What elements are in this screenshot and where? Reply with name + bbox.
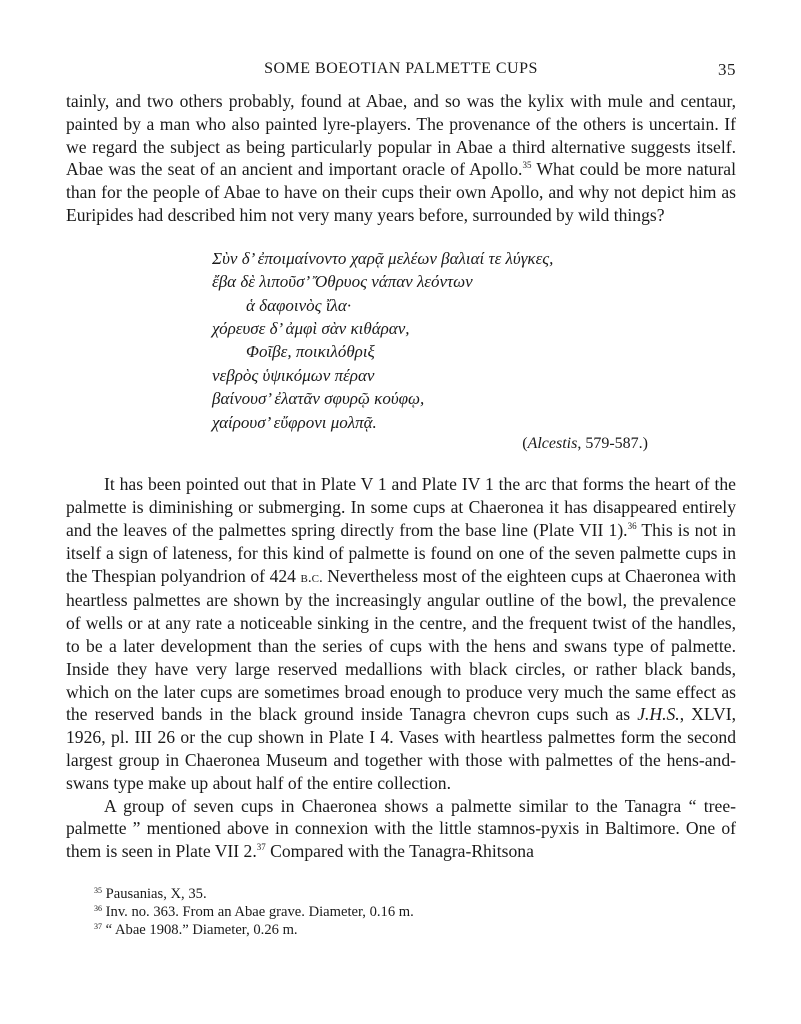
footnote-ref-37: 37 bbox=[256, 842, 266, 853]
era-abbreviation: b.c. bbox=[300, 569, 323, 586]
verse-line: νεβρὸς ὑψικόμων πέραν bbox=[212, 365, 375, 385]
citation-lines: , 579-587. bbox=[577, 435, 643, 453]
footnote bbox=[94, 885, 736, 903]
footnote-text: Inv. no. 363. From an Abae grave. Diameter, 0.16 m. bbox=[105, 904, 414, 921]
verse-line: βαίνουσ’ ἐλατᾶν σφυρῷ κούφῳ, bbox=[212, 389, 425, 409]
paragraph-abae-apollo bbox=[66, 90, 736, 227]
footnote-ref-35: 35 bbox=[522, 160, 532, 171]
footnote bbox=[94, 903, 736, 921]
verse-line: χόρευσε δ’ ἀμφὶ σὰν κιθάραν, bbox=[212, 319, 410, 338]
paragraph-text: , XLVI, 1926, pl. III 26 or the cup shown in Plate I 4. Vases with heartless palmettes form the second largest group in Chaeronea Museum and together with those with palmettes of the hens-and-swans type make up about half of the entire collection. bbox=[66, 704, 736, 793]
footnote-number: 37 bbox=[94, 922, 102, 932]
paragraph-text: Compared with the Tanagra-Rhitsona bbox=[265, 841, 534, 862]
paragraph-text: tainly, and two others probably, found at Abae, and so was the kylix with mule and centaur, painted by a man who also painted lyre-players. The provenance of the others is uncertain. If we regard the subject as being particularly popular in Abae a third alternative suggests itself. Abae was the seat of an ancient and important oracle of Apollo. bbox=[66, 91, 736, 180]
verse-line: χαίρουσ’ εὔφρονι μολπᾷ. bbox=[212, 412, 377, 432]
verse-quotation bbox=[212, 247, 648, 456]
page-number: 35 bbox=[718, 60, 736, 79]
footnote bbox=[94, 921, 736, 939]
paragraph-text: Nevertheless most of the eighteen cups at Chaeronea with heartless palmettes are shown by the increasingly angular outline of the bowl, the prevalence of wells or at any rate a noticeable sinking in the centre, and the frequent twist of the handles, to be a later development than the series of cups with the hens and swans type of palmette. Inside they have very large reserved medallions with black circles, or rather black bands, which on the later cups are sometimes broad enough to produce very much the same effect as the reserved bands in the black ground inside Tanagra chevron cups such as bbox=[66, 565, 737, 725]
journal-abbreviation: J.H.S. bbox=[637, 704, 680, 725]
verse-line: Φοῖβε, ποικιλόθριξ bbox=[246, 342, 375, 362]
citation-work: Alcestis bbox=[527, 435, 578, 453]
verse-line: ἔβα δὲ λιποῦσ’ Ὄθρυος νάπαν λεόντων bbox=[212, 272, 473, 292]
paragraph-heartless-palmettes bbox=[66, 473, 736, 794]
verse-line: Σὺν δ’ ἐποιμαίνοντο χαρᾷ μελέων βαλιαί τε λύγκες, bbox=[212, 248, 554, 268]
running-head bbox=[66, 56, 736, 86]
paragraph-text: This is not in itself a sign of lateness, for this kind of palmette is found on one of the seven palmette cups in the Thespian polyandrion of 424 bbox=[66, 520, 736, 586]
paragraph-tree-palmette bbox=[66, 795, 736, 863]
paragraph-text: What could be more natural than for the people of Abae to have on their cups their own Apollo, and why not depict him as Euripides had described him not very many years before, surrounded by wild things? bbox=[66, 159, 736, 225]
footnote-text: “ Abae 1908.” Diameter, 0.26 m. bbox=[105, 922, 298, 939]
footnote-number: 35 bbox=[94, 885, 102, 895]
footnote-ref-36: 36 bbox=[627, 521, 637, 532]
paragraph-text: It has been pointed out that in Plate V 1 and Plate IV 1 the arc that forms the heart of the palmette is diminishing or submerging. In some cups at Chaeronea it has disappeared entirely and the leaves of the palmettes spring directly from the base line (Plate VII 1). bbox=[66, 474, 736, 541]
footnote-text: Pausanias, X, 35. bbox=[105, 885, 207, 902]
footnote-number: 36 bbox=[94, 904, 102, 914]
verse-citation: (Alcestis, 579-587.) bbox=[522, 435, 648, 453]
running-title: SOME BOEOTIAN PALMETTE CUPS bbox=[264, 60, 538, 77]
footnotes bbox=[94, 885, 736, 940]
verse-line: ἁ δαφοινὸς ἴλα· bbox=[246, 295, 352, 315]
paragraph-text: A group of seven cups in Chaeronea shows a palmette similar to the Tanagra “ tree-palmette ” mentioned above in connexion with the little stamnos-pyxis in Baltimore. One of them is seen in Plate VII 2. bbox=[66, 795, 736, 862]
page bbox=[66, 56, 736, 940]
